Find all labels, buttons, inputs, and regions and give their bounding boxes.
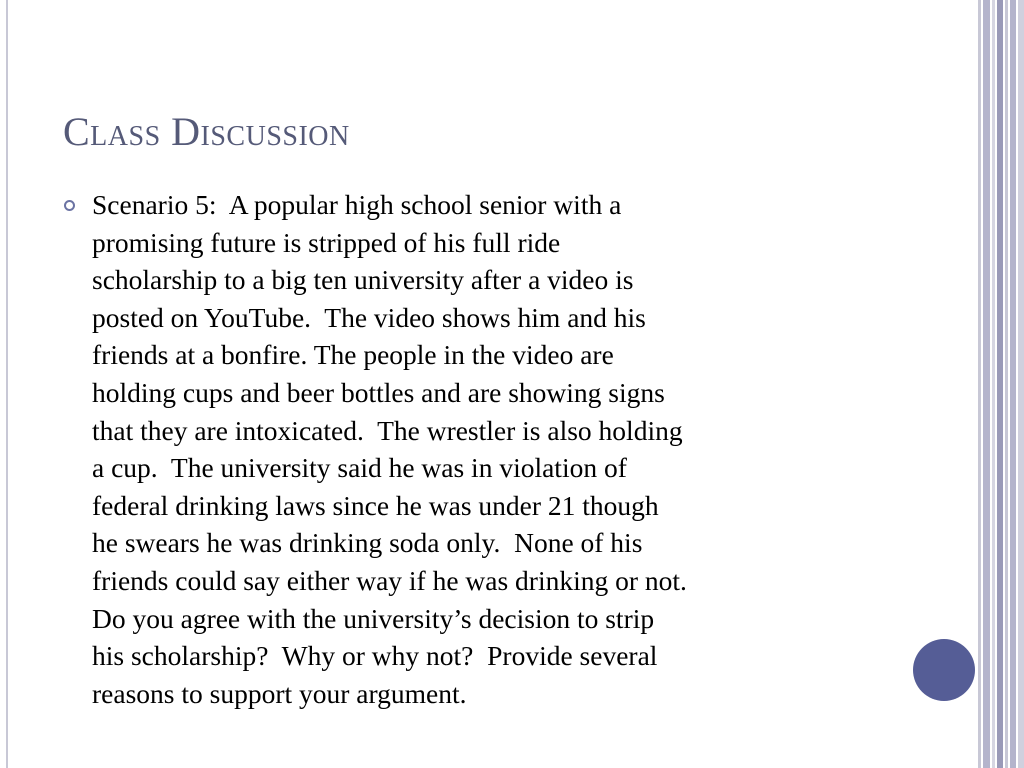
right-stripe-6 bbox=[1010, 0, 1016, 768]
scenario-text bbox=[92, 186, 892, 712]
scenario-line: Scenario 5: A popular high school senior with a bbox=[92, 189, 622, 220]
left-edge-stripe bbox=[0, 0, 8, 768]
right-stripe-5 bbox=[1005, 0, 1008, 768]
scenario-line: posted on YouTube. The video shows him and his bbox=[92, 301, 646, 333]
decorative-circle bbox=[913, 639, 975, 701]
scenario-line: promising future is stripped of his full ride bbox=[92, 226, 561, 258]
scenario-line: he swears he was drinking soda only. None of his bbox=[92, 527, 643, 559]
slide-title: Class Discussion bbox=[63, 109, 350, 154]
scenario-line: his scholarship? Why or why not? Provide several bbox=[92, 640, 658, 672]
scenario-line: friends could say either way if he was drinking or not. bbox=[92, 564, 687, 596]
right-stripe-4 bbox=[997, 0, 1003, 768]
scenario-line: a cup. The university said he was in violation of bbox=[92, 452, 627, 484]
right-stripe-3 bbox=[992, 0, 995, 768]
scenario-line: that they are intoxicated. The wrestler is also holding bbox=[92, 414, 683, 446]
scenario-line: federal drinking laws since he was under 21 though bbox=[92, 489, 659, 521]
scenario-line: friends at a bonfire. The people in the video are bbox=[92, 339, 614, 371]
scenario-line: scholarship to a big ten university after a video is bbox=[92, 264, 634, 296]
bullet-circle-icon bbox=[64, 200, 75, 211]
scenario-line: holding cups and beer bottles and are showing signs bbox=[92, 376, 665, 408]
scenario-line: reasons to support your argument. bbox=[92, 677, 467, 709]
right-stripe-1 bbox=[978, 0, 981, 768]
scenario-line: Do you agree with the university’s decision to strip bbox=[92, 602, 655, 634]
right-stripe-2 bbox=[983, 0, 990, 768]
right-stripe-7 bbox=[1018, 0, 1024, 768]
